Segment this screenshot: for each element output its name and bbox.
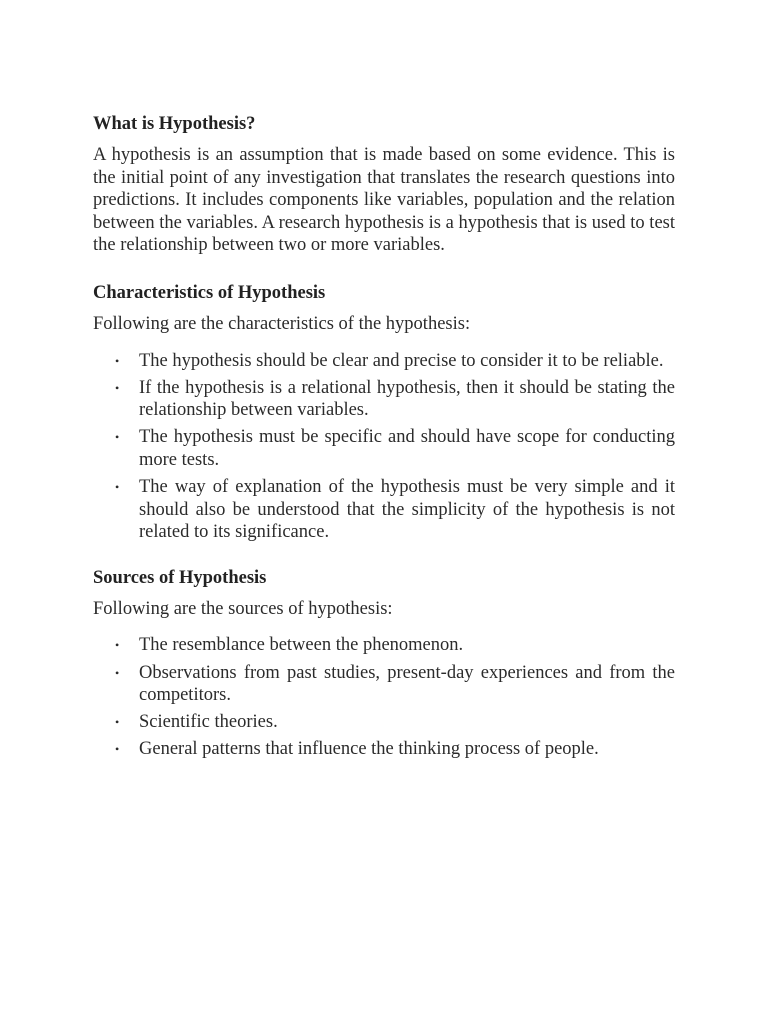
section-intro: Following are the characteristics of the hypothesis:: [93, 313, 471, 334]
section-intro: Following are the sources of hypothesis:: [93, 598, 393, 619]
bullet-icon: •: [115, 480, 120, 495]
bullet-icon: •: [115, 715, 120, 730]
list-item-text: The way of explanation of the hypothesis must be very simple and it should also be understood that the simplicity of the hypothesis is not related to its significance.: [139, 477, 675, 543]
list-item-text: The hypothesis should be clear and precise to consider it to be reliable.: [139, 350, 664, 371]
list-item-text: The resemblance between the phenomenon.: [139, 635, 464, 656]
section-paragraph: A hypothesis is an assumption that is made based on some evidence. This is the initial point of any investigation that translates the research questions into predictions. It includes components like variables, population and the relation between the variables. A research hypothesis is a hypothesis that is used to test the relationship between two or more variables.: [93, 145, 675, 256]
list-item-text: General patterns that influence the thinking process of people.: [139, 739, 599, 760]
section-heading: What is Hypothesis?: [93, 114, 256, 134]
list-item: [93, 350, 675, 373]
bullet-icon: •: [115, 638, 120, 653]
bullet-list: [93, 350, 675, 544]
list-item-text: Observations from past studies, present-day experiences and from the competitors.: [139, 662, 675, 706]
list-item: [93, 711, 675, 734]
list-item: [93, 476, 675, 544]
list-item-text: If the hypothesis is a relational hypothesis, then it should be stating the relationship between variables.: [139, 377, 675, 421]
bullet-list: [93, 634, 675, 760]
bullet-icon: •: [115, 665, 120, 680]
list-item-text: Scientific theories.: [139, 712, 278, 733]
document-page: [93, 112, 675, 765]
list-item: [93, 426, 675, 471]
list-item: [93, 377, 675, 422]
bullet-icon: •: [115, 742, 120, 757]
section-what-is-hypothesis: [93, 112, 675, 257]
section-characteristics: [93, 281, 675, 544]
list-item: [93, 738, 675, 761]
section-heading: Sources of Hypothesis: [93, 567, 267, 588]
section-sources: [93, 566, 675, 761]
bullet-icon: •: [115, 380, 120, 395]
list-item: [93, 634, 675, 657]
bullet-icon: •: [115, 430, 120, 445]
section-heading: Characteristics of Hypothesis: [93, 282, 326, 303]
list-item: [93, 662, 675, 707]
list-item-text: The hypothesis must be specific and should have scope for conducting more tests.: [139, 427, 675, 470]
bullet-icon: •: [115, 353, 120, 368]
